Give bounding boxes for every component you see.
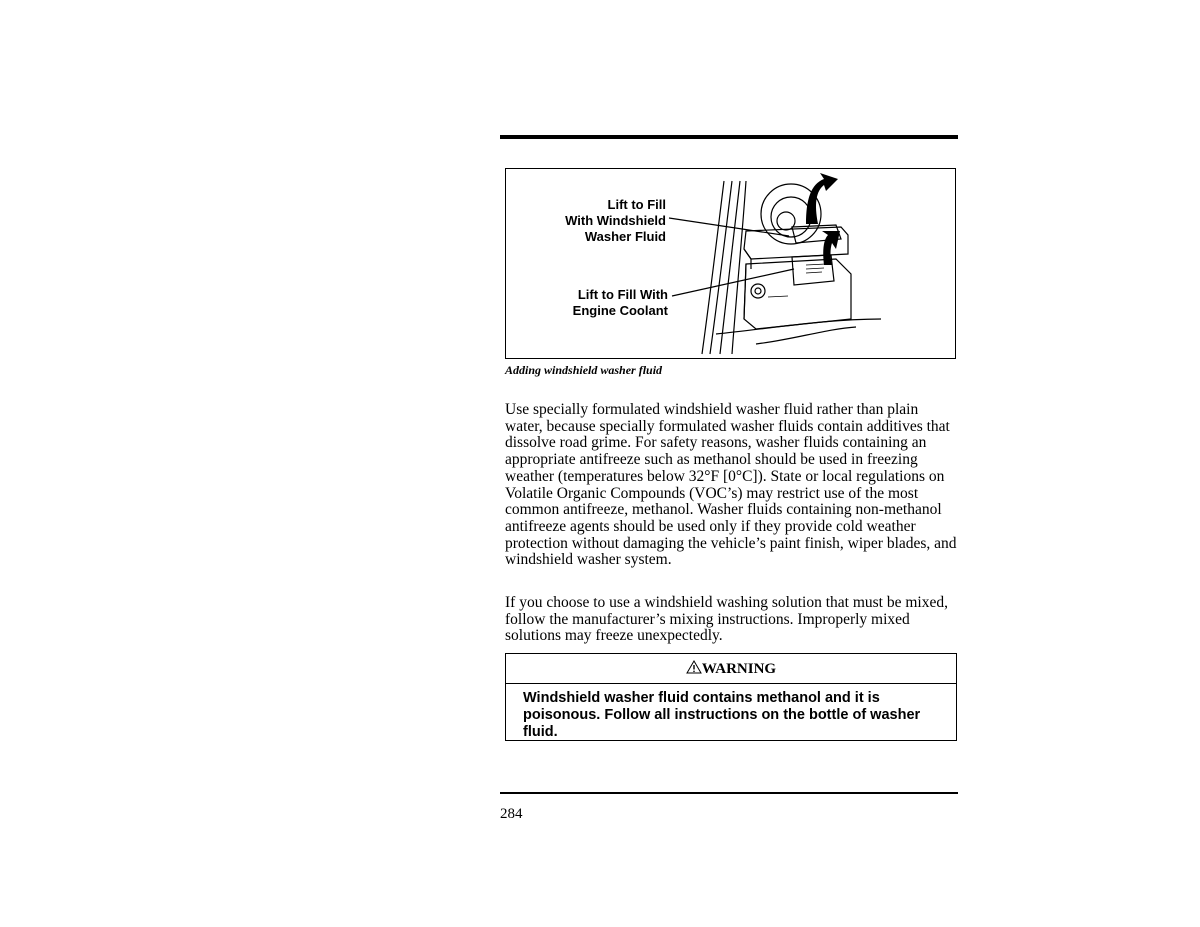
warning-header [506,660,956,684]
washer-fluid-callout [546,197,666,245]
callout-line: Lift to Fill With [577,287,668,302]
bottom-rule [500,792,958,794]
callout-line: Lift to Fill [607,197,666,212]
page-number: 284 [500,806,523,822]
warning-text: Windshield washer fluid contains methanol and it is poisonous. Follow all instructions on the bottle of washer fluid. [523,690,921,740]
warning-triangle-icon [686,660,702,674]
callout-line: Washer Fluid [584,229,666,244]
washer-fluid-illustration [505,168,956,359]
warning-title: WARNING [701,661,777,677]
body-paragraph: Use specially formulated windshield washer fluid rather than plain water, because specially formulated washer fluids contain additives that dissolve road grime. For safety reasons, washer fluids containing an appropriate antifreeze such as methanol should be used in freezing weather (temperatures below 32°F [0°C]). State or local regulations on Volatile Organic Compounds (VOC’s) may restrict use of the most common antifreeze, methanol. Washer fluids containing non-methanol antifreeze agents should be used only if they provide cold weather protection without damaging the vehicle’s paint finish, wiper blades, and windshield washer system. [505,401,957,569]
callout-line: Engine Coolant [572,303,668,318]
warning-box [505,653,957,741]
body-paragraph: If you choose to use a windshield washing solution that must be mixed, follow the manufacturer’s mixing instructions. Improperly mixed solutions may freeze unexpectedly. [505,594,948,645]
callout-line: With Windshield [565,213,666,228]
top-rule [500,135,958,139]
figure-caption: Adding windshield washer fluid [505,363,663,377]
engine-coolant-callout [546,287,668,319]
